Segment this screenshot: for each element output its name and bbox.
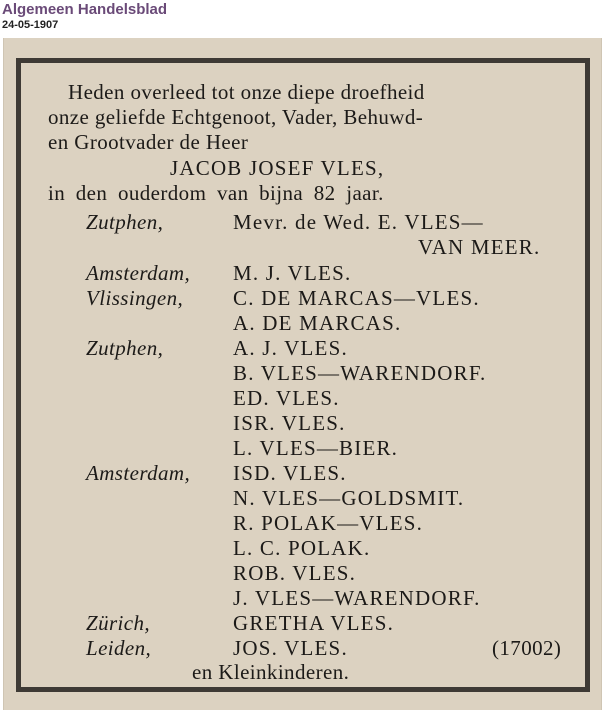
mourner-name: L. VLES—BIER. [233,436,399,460]
place-amsterdam: Amsterdam, [86,461,191,485]
mourner-name: L. C. POLAK. [233,536,371,560]
newspaper-clipping [3,38,602,710]
mourner-name: C. DE MARCAS—VLES. [233,286,480,310]
place-leiden: Leiden, [86,636,152,660]
mourner-name: JOS. VLES. [233,636,348,660]
intro-line-1: Heden overleed tot onze diepe droefheid [68,80,425,104]
mourner-name: J. VLES—WARENDORF. [233,586,481,610]
mourner-name: N. VLES—GOLDSMIT. [233,486,465,510]
mourner-name: A. DE MARCAS. [233,311,402,335]
mourner-name: ED. VLES. [233,386,340,410]
mourner-name: A. J. VLES. [233,336,348,360]
intro-line-2: onze geliefde Echtgenoot, Vader, Behuwd- [48,105,424,129]
mourner-name: M. J. VLES. [233,261,352,285]
place-amsterdam: Amsterdam, [86,261,191,285]
publication-date: 24-05-1907 [2,19,59,31]
place-zutphen: Zutphen, [86,210,164,234]
age-line: in den ouderdom van bijna 82 jaar. [48,181,384,205]
place-zurich: Zürich, [86,611,151,635]
mourner-name: GRETHA VLES. [233,611,395,635]
closing-line: en Kleinkinderen. [192,660,350,684]
mourner-name: B. VLES—WARENDORF. [233,361,487,385]
mourner-name: R. POLAK—VLES. [233,511,424,535]
intro-line-3: en Grootvader de Heer [48,130,249,154]
place-vlissingen: Vlissingen, [86,286,184,310]
mourner-name: VAN MEER. [418,235,541,259]
ad-number: (17002) [492,636,562,660]
deceased-name: JACOB JOSEF VLES, [170,156,385,180]
place-zutphen: Zutphen, [86,336,164,360]
mourner-name: ROB. VLES. [233,561,357,585]
newspaper-title: Algemeen Handelsblad [2,1,168,18]
mourner-name: ISR. VLES. [233,411,346,435]
mourner-name: Mevr. de Wed. E. VLES— [233,210,484,234]
mourner-name: ISD. VLES. [233,461,347,485]
